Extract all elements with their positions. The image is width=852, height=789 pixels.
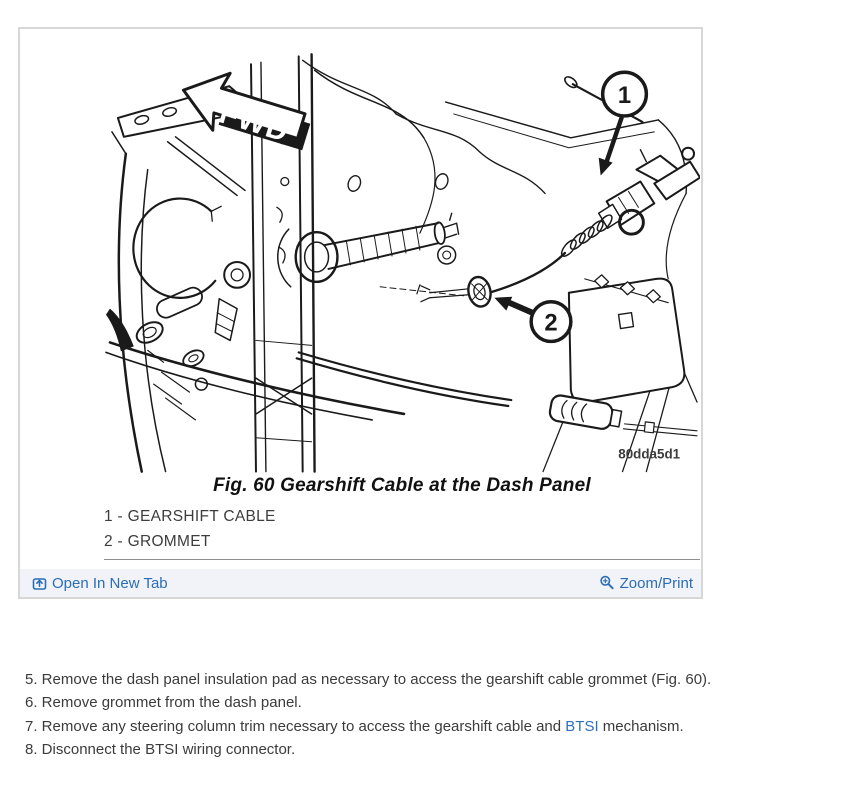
fwd-arrow <box>175 62 318 157</box>
callout-2-number: 2 <box>544 309 558 337</box>
instruction-steps <box>25 668 825 761</box>
step-number: 5. <box>25 671 38 688</box>
callout-1-number: 1 <box>617 82 632 110</box>
zoom-print-label: Zoom/Print <box>619 574 693 592</box>
step-number: 7. <box>25 717 38 735</box>
step-number: 6. <box>25 694 38 712</box>
dash-panel-lines <box>303 60 697 471</box>
step-text: Disconnect the BTSI wiring connector. <box>37 740 296 758</box>
figure-panel <box>18 27 703 599</box>
legend-item: 2 - GROMMET <box>104 533 211 550</box>
step-text: Remove the dash panel insulation pad as necessary to access the gearshift cable grommet (Fig. 60). <box>37 671 712 688</box>
callout-2 <box>494 297 570 342</box>
open-in-new-tab-link[interactable] <box>32 575 168 592</box>
image-code: 80dda5d1 <box>618 446 681 462</box>
floor-panel <box>569 275 684 402</box>
fwd-label: FWD <box>215 96 293 149</box>
grommet <box>417 275 493 309</box>
gearshift-cable-diagram <box>104 41 700 473</box>
figure-block <box>104 29 700 560</box>
open-in-new-tab-icon <box>32 576 47 591</box>
open-in-new-tab-label: Open In New Tab <box>52 574 168 592</box>
zoom-print-icon <box>599 575 615 591</box>
centerline <box>380 287 463 296</box>
step-5 <box>25 668 825 691</box>
btsi-link[interactable]: BTSI <box>565 717 599 735</box>
figure-toolbar <box>20 569 701 597</box>
step-number: 8. <box>25 740 38 758</box>
step-text: Remove any steering column trim necessary to access the gearshift cable and <box>37 717 566 735</box>
step-6 <box>25 691 825 714</box>
step-text: Remove grommet from the dash panel. <box>37 694 302 712</box>
legend-item: 1 - GEARSHIFT CABLE <box>104 508 276 525</box>
gearshift-cable <box>492 148 700 292</box>
step-7 <box>25 715 825 738</box>
figure-caption: Fig. 60 Gearshift Cable at the Dash Panel <box>213 475 591 496</box>
zoom-print-link[interactable] <box>599 575 693 592</box>
steering-shaft <box>278 213 459 287</box>
figure-legend <box>104 504 700 559</box>
body-structure-lines <box>106 86 250 471</box>
step-8 <box>25 738 825 761</box>
step-text: mechanism. <box>598 717 684 735</box>
